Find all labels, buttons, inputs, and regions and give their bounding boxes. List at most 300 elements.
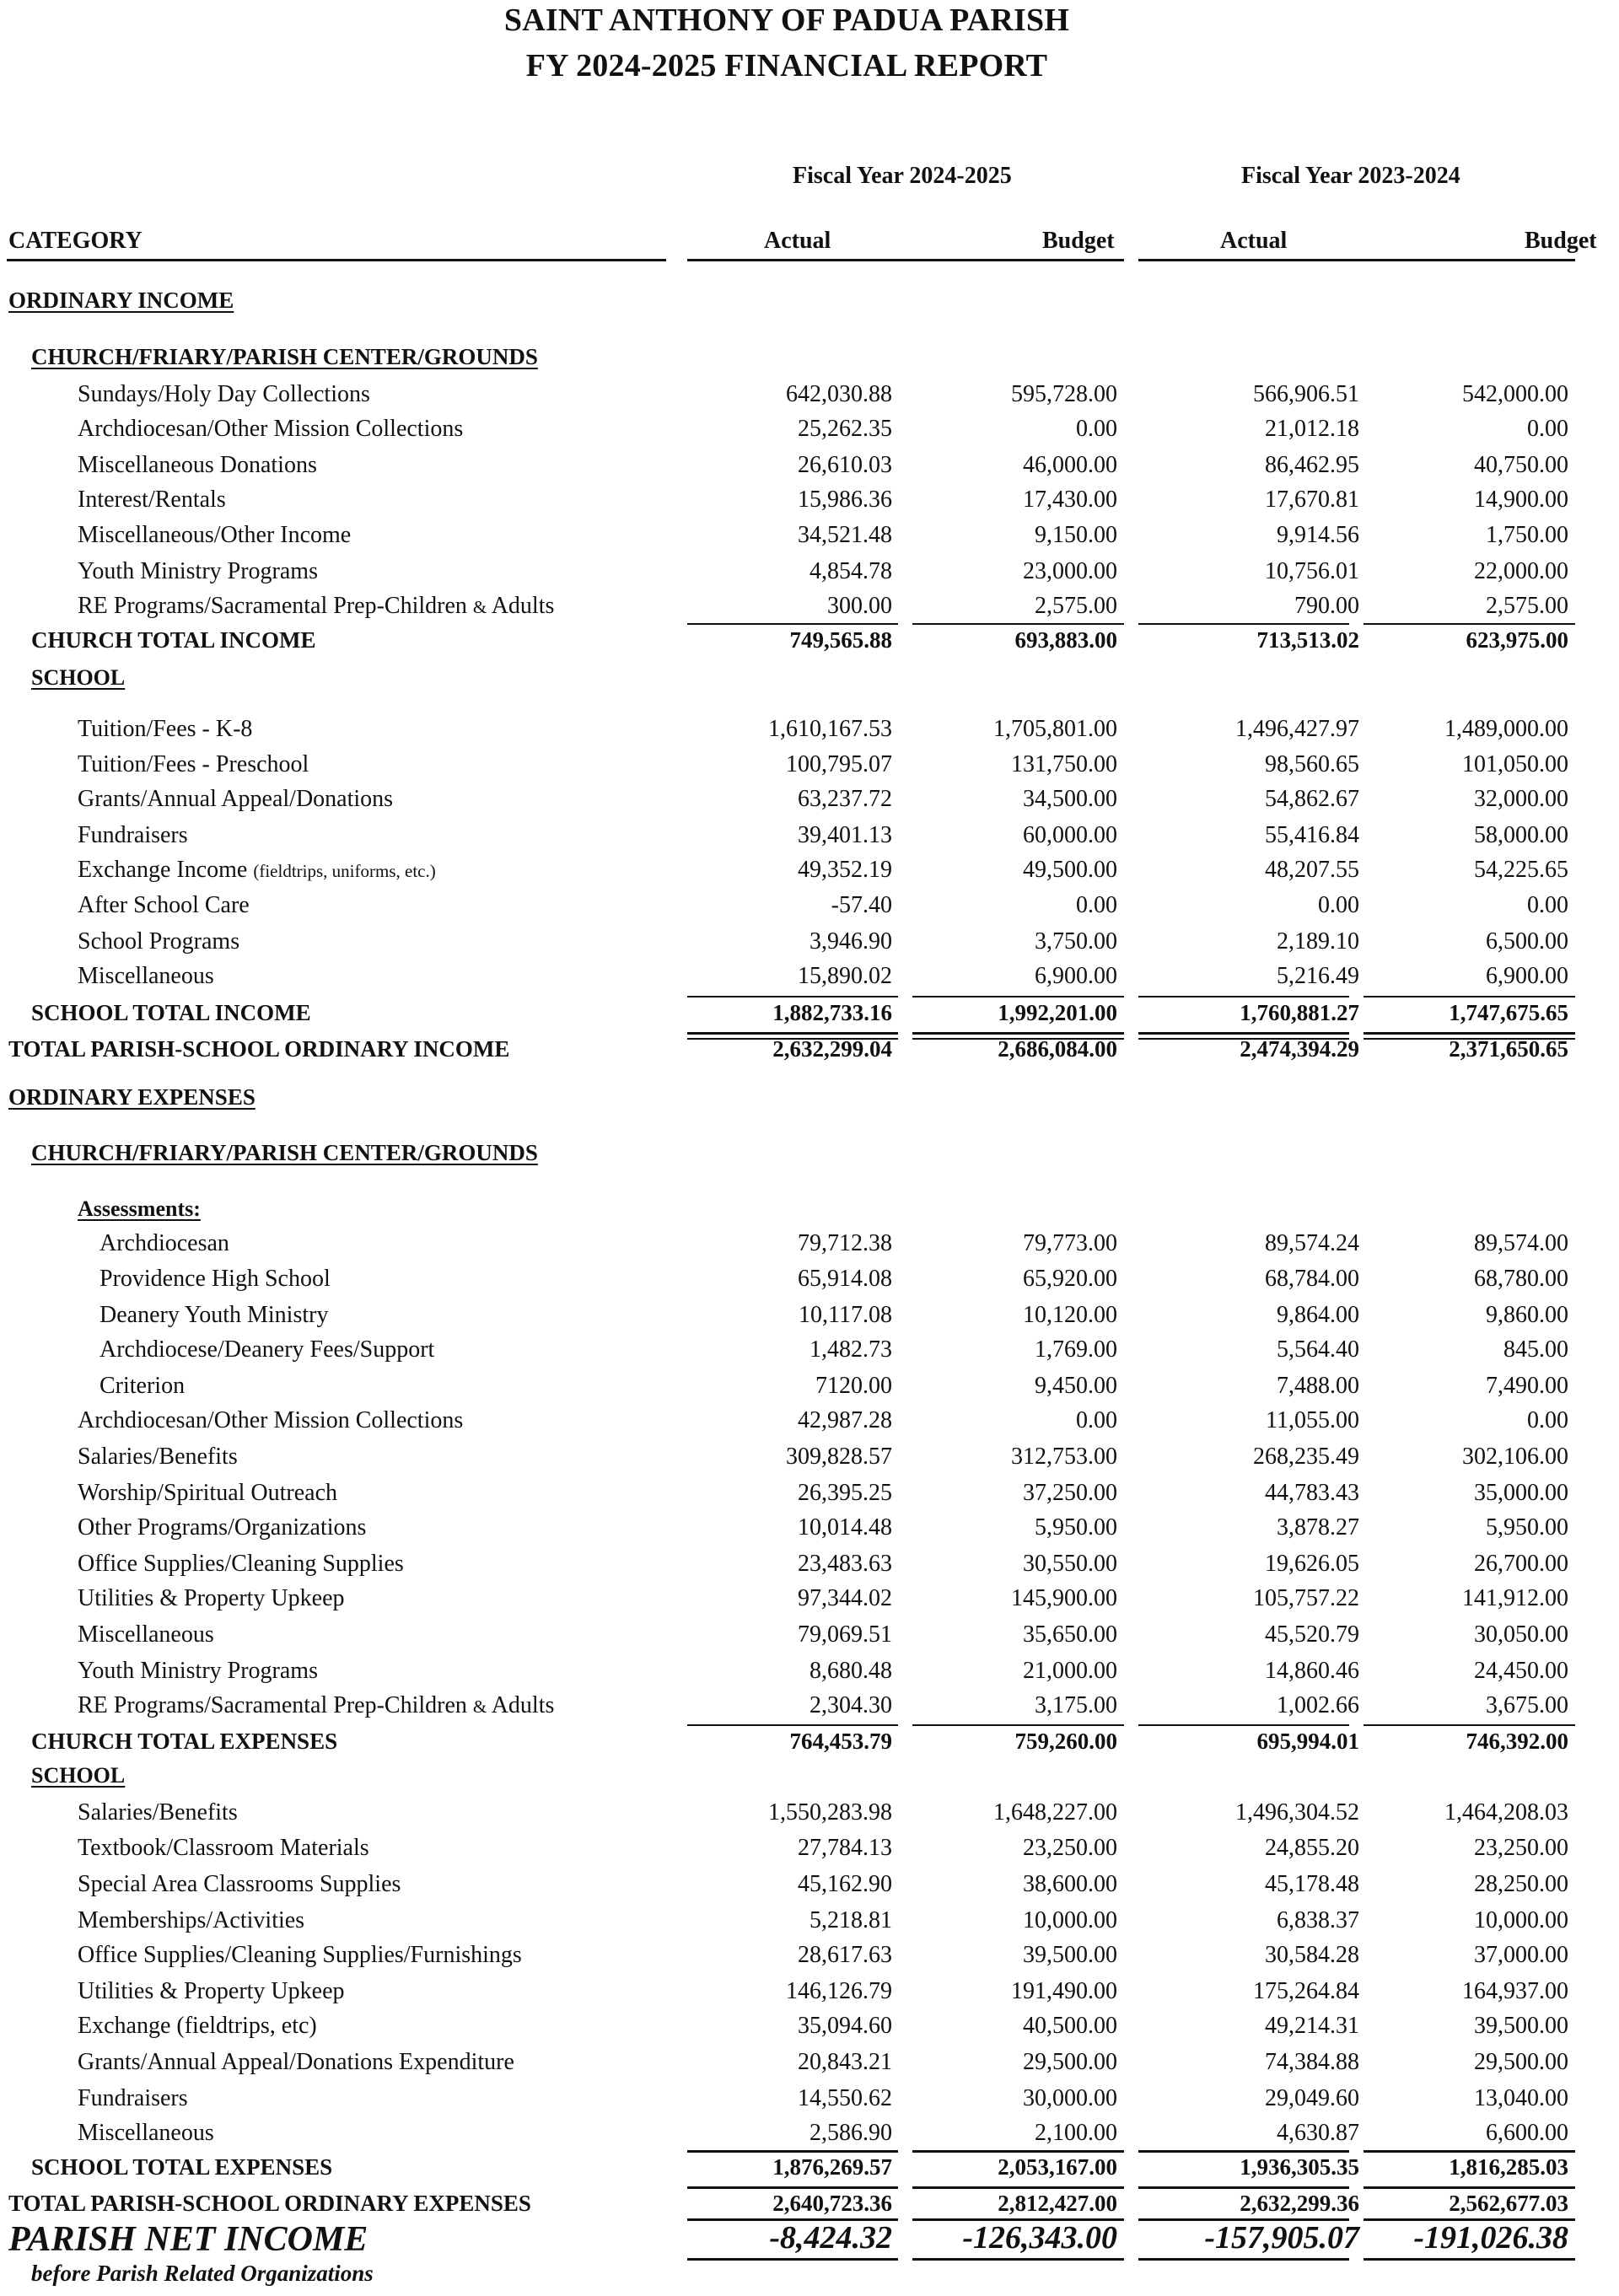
row-label-text: Fundraisers bbox=[78, 2085, 188, 2111]
total-rule-segment bbox=[1138, 996, 1349, 997]
row-label bbox=[31, 344, 538, 370]
budget-current-value: 2,053,167.00 bbox=[998, 2154, 1117, 2180]
budget-current-value: 39,500.00 bbox=[1023, 1942, 1117, 1968]
actual-prior-value: 24,855.20 bbox=[1265, 1835, 1359, 1861]
budget-prior-value: -191,026.38 bbox=[1413, 2220, 1568, 2256]
table-row bbox=[0, 1514, 1619, 1546]
actual-current-value: 10,117.08 bbox=[799, 1302, 892, 1328]
budget-prior-value: 30,050.00 bbox=[1474, 1621, 1568, 1648]
table-row bbox=[0, 1373, 1619, 1405]
budget-current-value: 17,430.00 bbox=[1023, 487, 1117, 513]
row-label-small-text: & bbox=[472, 597, 487, 617]
table-row bbox=[0, 1266, 1619, 1298]
row-label bbox=[78, 786, 393, 813]
actual-prior-value: 4,630.87 bbox=[1277, 2120, 1359, 2146]
budget-prior-value: 141,912.00 bbox=[1462, 1585, 1568, 1611]
table-row bbox=[0, 786, 1619, 818]
table-row bbox=[0, 1480, 1619, 1512]
total-rule-segment bbox=[687, 1724, 898, 1726]
budget-current-value: 693,883.00 bbox=[1014, 627, 1117, 653]
row-label-text: Exchange (fieldtrips, etc) bbox=[78, 2013, 317, 2039]
total-rule-segment bbox=[912, 623, 1124, 625]
actual-prior-value: 89,574.24 bbox=[1265, 1230, 1359, 1256]
table-row bbox=[0, 1871, 1619, 1903]
row-label bbox=[100, 1373, 185, 1400]
table-row bbox=[0, 593, 1619, 625]
table-row bbox=[0, 1585, 1619, 1617]
actual-prior-value: 695,994.01 bbox=[1256, 1729, 1359, 1754]
row-label bbox=[78, 1196, 201, 1222]
row-label-text: Deanery Youth Ministry bbox=[100, 1302, 329, 1328]
row-label bbox=[78, 1835, 369, 1862]
row-label bbox=[31, 2154, 332, 2180]
table-row bbox=[0, 1907, 1619, 1939]
table-row bbox=[0, 822, 1619, 854]
row-label bbox=[78, 716, 252, 743]
actual-prior-value: 5,564.40 bbox=[1277, 1336, 1359, 1363]
table-row bbox=[0, 522, 1619, 554]
row-label-text: ORDINARY INCOME bbox=[8, 288, 234, 313]
actual-current-value: 34,521.48 bbox=[798, 522, 892, 548]
actual-prior-value: 3,878.27 bbox=[1277, 1514, 1359, 1541]
row-label bbox=[8, 1084, 255, 1110]
row-label-text: Miscellaneous bbox=[78, 1621, 214, 1648]
note-row bbox=[0, 2261, 1619, 2293]
actual-current-value: 10,014.48 bbox=[798, 1514, 892, 1541]
actual-current-value: 27,784.13 bbox=[798, 1835, 892, 1861]
budget-current-value: 46,000.00 bbox=[1023, 452, 1117, 478]
row-label-text: RE Programs/Sacramental Prep-Children bbox=[78, 1692, 473, 1718]
head-row bbox=[0, 1084, 1619, 1116]
row-label bbox=[78, 2120, 214, 2147]
row-label bbox=[31, 1140, 538, 1166]
budget-prior-value: 1,750.00 bbox=[1486, 522, 1568, 548]
actual-current-value: 65,914.08 bbox=[798, 1266, 892, 1292]
row-label bbox=[78, 1551, 404, 1578]
row-label bbox=[8, 1036, 509, 1062]
row-label bbox=[31, 2261, 374, 2287]
actual-prior-value: 45,178.48 bbox=[1265, 1871, 1359, 1897]
budget-prior-value: 746,392.00 bbox=[1466, 1729, 1568, 1754]
total-rule-segment bbox=[1138, 2258, 1349, 2261]
row-label-text: TOTAL PARISH-SCHOOL ORDINARY INCOME bbox=[8, 1036, 510, 1062]
budget-prior-value: 542,000.00 bbox=[1462, 381, 1568, 407]
actual-prior-value: 5,216.49 bbox=[1277, 963, 1359, 989]
actual-prior-value: 48,207.55 bbox=[1265, 857, 1359, 883]
actual-current-value: 2,304.30 bbox=[810, 1692, 892, 1718]
budget-current-value: 312,753.00 bbox=[1011, 1444, 1117, 1470]
actual-current-value: 35,094.60 bbox=[798, 2013, 892, 2039]
row-label bbox=[78, 487, 226, 514]
actual-prior-value: 1,936,305.35 bbox=[1240, 2154, 1359, 2180]
budget-current-value: 29,500.00 bbox=[1023, 2049, 1117, 2075]
budget-prior-value: 2,562,677.03 bbox=[1449, 2191, 1568, 2216]
row-label-text: Miscellaneous bbox=[78, 963, 214, 989]
budget-current-value: 131,750.00 bbox=[1011, 751, 1117, 777]
actual-current-value: 49,352.19 bbox=[798, 857, 892, 883]
budget-prior-value: 0.00 bbox=[1527, 416, 1568, 442]
actual-prior-value: 1,002.66 bbox=[1277, 1692, 1359, 1718]
budget-current-value: 0.00 bbox=[1076, 1407, 1117, 1433]
total-rule-segment bbox=[1364, 2150, 1575, 2153]
actual-current-value: 1,550,283.98 bbox=[768, 1799, 892, 1826]
budget-prior-value: 2,575.00 bbox=[1486, 593, 1568, 619]
actual-current-value: -57.40 bbox=[831, 892, 892, 918]
actual-current-value: 79,712.38 bbox=[798, 1230, 892, 1256]
actual-current-value: 2,640,723.36 bbox=[772, 2191, 892, 2216]
actual-current-value: 8,680.48 bbox=[810, 1658, 892, 1684]
row-label-text: Office Supplies/Cleaning Supplies/Furnishings bbox=[78, 1942, 522, 1968]
row-label-text: RE Programs/Sacramental Prep-Children bbox=[78, 593, 473, 619]
actual-prior-value: 9,864.00 bbox=[1277, 1302, 1359, 1328]
actual-current-value: 26,395.25 bbox=[798, 1480, 892, 1506]
budget-current-value: 9,150.00 bbox=[1035, 522, 1117, 548]
actual-current-value: 749,565.88 bbox=[789, 627, 892, 653]
budget-prior-value: 6,500.00 bbox=[1486, 928, 1568, 954]
total-row bbox=[0, 2154, 1619, 2186]
total-rule-segment bbox=[687, 2258, 898, 2261]
table-row bbox=[0, 857, 1619, 889]
budget-current-value: 30,550.00 bbox=[1023, 1551, 1117, 1577]
actual-current-value: 2,586.90 bbox=[810, 2120, 892, 2146]
total-rule-segment bbox=[1138, 1724, 1349, 1726]
fiscal-year-current-header: Fiscal Year 2024-2025 bbox=[793, 163, 1012, 189]
row-label-text: Salaries/Benefits bbox=[78, 1799, 238, 1826]
budget-prior-value: 1,464,208.03 bbox=[1444, 1799, 1568, 1826]
row-label-text: ORDINARY EXPENSES bbox=[8, 1084, 255, 1110]
table-row bbox=[0, 1407, 1619, 1439]
row-label bbox=[31, 627, 316, 653]
actual-current-value: 28,617.63 bbox=[798, 1942, 892, 1968]
row-label-text: Exchange Income bbox=[78, 857, 254, 883]
row-label bbox=[8, 2191, 531, 2217]
budget-current-value: -126,343.00 bbox=[962, 2220, 1117, 2256]
total-row bbox=[0, 1729, 1619, 1761]
budget-prior-value: 7,490.00 bbox=[1486, 1373, 1568, 1399]
head-row bbox=[0, 344, 1619, 376]
actual-prior-value: 2,474,394.29 bbox=[1240, 1036, 1359, 1062]
budget-current-value: 145,900.00 bbox=[1011, 1585, 1117, 1611]
row-label bbox=[31, 1763, 125, 1788]
total-rule-segment bbox=[1138, 2218, 1349, 2221]
actual-current-value: 3,946.90 bbox=[810, 928, 892, 954]
budget-current-value: 191,490.00 bbox=[1011, 1978, 1117, 2004]
table-row bbox=[0, 1551, 1619, 1583]
subhead-row bbox=[0, 665, 1619, 697]
budget-current-value: 2,812,427.00 bbox=[998, 2191, 1117, 2216]
row-label-text: School Programs bbox=[78, 928, 240, 954]
total-rule-segment bbox=[1364, 2218, 1575, 2221]
table-row bbox=[0, 487, 1619, 519]
total-rule-segment bbox=[687, 2186, 898, 2189]
actual-current-value: 2,632,299.04 bbox=[772, 1036, 892, 1062]
budget-prior-value: 58,000.00 bbox=[1474, 822, 1568, 848]
budget-current-value: 10,120.00 bbox=[1023, 1302, 1117, 1328]
total-row bbox=[0, 1000, 1619, 1032]
budget-current-value: 34,500.00 bbox=[1023, 786, 1117, 812]
budget-current-value: 759,260.00 bbox=[1014, 1729, 1117, 1754]
actual-current-value: 39,401.13 bbox=[798, 822, 892, 848]
actual-current-value: 23,483.63 bbox=[798, 1551, 892, 1577]
actual-current-value: 5,218.81 bbox=[810, 1907, 892, 1933]
actual-prior-value: 2,632,299.36 bbox=[1240, 2191, 1359, 2216]
budget-current-value: 23,250.00 bbox=[1023, 1835, 1117, 1861]
budget-current-value: 35,650.00 bbox=[1023, 1621, 1117, 1648]
actual-prior-value: 9,914.56 bbox=[1277, 522, 1359, 548]
row-label-text: CHURCH/FRIARY/PARISH CENTER/GROUNDS bbox=[31, 344, 538, 369]
actual-prior-value: 14,860.46 bbox=[1265, 1658, 1359, 1684]
total-rule-segment bbox=[687, 996, 898, 997]
total-rule-segment bbox=[1138, 2150, 1349, 2153]
table-row bbox=[0, 751, 1619, 783]
table-row bbox=[0, 928, 1619, 960]
budget-current-value: 37,250.00 bbox=[1023, 1480, 1117, 1506]
total-rule-segment bbox=[912, 1724, 1124, 1726]
total-rule-segment bbox=[1364, 2258, 1575, 2261]
row-label-text: Special Area Classrooms Supplies bbox=[78, 1871, 401, 1897]
table-row bbox=[0, 1799, 1619, 1831]
row-label-text: Youth Ministry Programs bbox=[78, 558, 318, 584]
actual-prior-column-header: Actual bbox=[1220, 228, 1288, 254]
budget-current-value: 1,992,201.00 bbox=[998, 1000, 1117, 1025]
total-rule-segment bbox=[687, 1032, 898, 1035]
row-label-text: Assessments: bbox=[78, 1196, 201, 1221]
budget-current-value: 40,500.00 bbox=[1023, 2013, 1117, 2039]
total-row bbox=[0, 1036, 1619, 1068]
table-row bbox=[0, 2120, 1619, 2152]
total-rule-segment bbox=[912, 2186, 1124, 2189]
budget-prior-value: 0.00 bbox=[1527, 892, 1568, 918]
row-label-text: CHURCH/FRIARY/PARISH CENTER/GROUNDS bbox=[31, 1140, 538, 1165]
budget-current-value: 0.00 bbox=[1076, 892, 1117, 918]
budget-prior-value: 13,040.00 bbox=[1474, 2085, 1568, 2111]
actual-current-value: 14,550.62 bbox=[798, 2085, 892, 2111]
row-label-text: Archdiocesan/Other Mission Collections bbox=[78, 416, 464, 442]
head-row bbox=[0, 1140, 1619, 1172]
row-label bbox=[100, 1302, 328, 1329]
budget-current-value: 2,100.00 bbox=[1035, 2120, 1117, 2146]
budget-current-value: 2,686,084.00 bbox=[998, 1036, 1117, 1062]
total-rule-segment bbox=[1364, 1038, 1575, 1040]
row-label-text: Providence High School bbox=[100, 1266, 331, 1292]
row-label bbox=[78, 2049, 514, 2076]
total-rule-segment bbox=[687, 623, 898, 625]
subhead-row bbox=[0, 1763, 1619, 1795]
budget-prior-value: 68,780.00 bbox=[1474, 1266, 1568, 1292]
actual-current-value: 42,987.28 bbox=[798, 1407, 892, 1433]
budget-prior-value: 6,600.00 bbox=[1486, 2120, 1568, 2146]
row-label bbox=[78, 2085, 188, 2112]
row-label bbox=[78, 593, 554, 620]
actual-prior-value: 1,496,304.52 bbox=[1235, 1799, 1359, 1826]
actual-prior-value: 268,235.49 bbox=[1253, 1444, 1359, 1470]
budget-prior-value: 623,975.00 bbox=[1466, 627, 1568, 653]
row-label-text: Archdiocesan/Other Mission Collections bbox=[78, 1407, 464, 1433]
total-rule-segment bbox=[687, 2218, 898, 2221]
actual-current-value: 7120.00 bbox=[815, 1373, 892, 1399]
table-row bbox=[0, 452, 1619, 484]
report-title: SAINT ANTHONY OF PADUA PARISH bbox=[503, 3, 1070, 38]
budget-prior-value: 39,500.00 bbox=[1474, 2013, 1568, 2039]
row-label-text: before Parish Related Organizations bbox=[31, 2261, 374, 2286]
row-label-text: Tuition/Fees - K-8 bbox=[78, 716, 253, 742]
row-label-tail-text: Adults bbox=[487, 593, 555, 619]
row-label-text: Criterion bbox=[100, 1373, 186, 1399]
budget-current-value: 2,575.00 bbox=[1035, 593, 1117, 619]
actual-current-value: 26,610.03 bbox=[798, 452, 892, 478]
actual-prior-value: 790.00 bbox=[1294, 593, 1359, 619]
budget-prior-value: 101,050.00 bbox=[1462, 751, 1568, 777]
budget-current-value: 21,000.00 bbox=[1023, 1658, 1117, 1684]
table-row bbox=[0, 892, 1619, 924]
row-label-text: Utilities & Property Upkeep bbox=[78, 1978, 345, 2004]
row-label-text: SCHOOL TOTAL EXPENSES bbox=[31, 2154, 333, 2180]
budget-prior-value: 23,250.00 bbox=[1474, 1835, 1568, 1861]
row-label-text: Office Supplies/Cleaning Supplies bbox=[78, 1551, 404, 1577]
budget-prior-value: 1,816,285.03 bbox=[1449, 2154, 1568, 2180]
actual-prior-value: 29,049.60 bbox=[1265, 2085, 1359, 2111]
table-row bbox=[0, 1978, 1619, 2010]
total-rule-segment bbox=[1138, 1032, 1349, 1035]
actual-prior-value: 566,906.51 bbox=[1253, 381, 1359, 407]
budget-prior-value: 10,000.00 bbox=[1474, 1907, 1568, 1933]
actual-prior-value: -157,905.07 bbox=[1204, 2220, 1359, 2256]
actual-prior-value: 105,757.22 bbox=[1253, 1585, 1359, 1611]
row-label bbox=[78, 1621, 214, 1648]
actual-prior-value: 0.00 bbox=[1318, 892, 1359, 918]
actual-prior-value: 175,264.84 bbox=[1253, 1978, 1359, 2004]
total-rule-segment bbox=[912, 1032, 1124, 1035]
actual-current-value: 15,890.02 bbox=[798, 963, 892, 989]
table-row bbox=[0, 1302, 1619, 1334]
budget-current-value: 79,773.00 bbox=[1023, 1230, 1117, 1256]
budget-prior-value: 24,450.00 bbox=[1474, 1658, 1568, 1684]
row-label-text: Worship/Spiritual Outreach bbox=[78, 1480, 338, 1506]
actual-prior-value: 45,520.79 bbox=[1265, 1621, 1359, 1648]
row-label-tail-text: Adults bbox=[487, 1692, 555, 1718]
actual-prior-value: 2,189.10 bbox=[1277, 928, 1359, 954]
actual-prior-value: 68,784.00 bbox=[1265, 1266, 1359, 1292]
actual-current-value: 100,795.07 bbox=[786, 751, 892, 777]
actual-prior-value: 98,560.65 bbox=[1265, 751, 1359, 777]
budget-prior-value: 0.00 bbox=[1527, 1407, 1568, 1433]
actual-prior-value: 7,488.00 bbox=[1277, 1373, 1359, 1399]
row-label bbox=[78, 452, 317, 479]
table-row bbox=[0, 416, 1619, 448]
row-label-text: PARISH NET INCOME bbox=[8, 2220, 368, 2259]
row-label-text: Youth Ministry Programs bbox=[78, 1658, 318, 1684]
budget-prior-value: 37,000.00 bbox=[1474, 1942, 1568, 1968]
actual-current-value: 25,262.35 bbox=[798, 416, 892, 442]
row-label bbox=[100, 1266, 331, 1293]
total-rule-segment bbox=[912, 2258, 1124, 2261]
category-header-rule bbox=[7, 259, 666, 261]
total-row bbox=[0, 627, 1619, 659]
budget-prior-value: 14,900.00 bbox=[1474, 487, 1568, 513]
row-label bbox=[78, 1799, 238, 1826]
fiscal-year-prior-header: Fiscal Year 2023-2024 bbox=[1241, 163, 1460, 189]
budget-current-value: 6,900.00 bbox=[1035, 963, 1117, 989]
row-label-text: CHURCH TOTAL INCOME bbox=[31, 627, 316, 653]
actual-current-value: 63,237.72 bbox=[798, 786, 892, 812]
table-row bbox=[0, 1230, 1619, 1262]
row-label-text: Fundraisers bbox=[78, 822, 188, 848]
budget-current-value: 1,648,227.00 bbox=[993, 1799, 1117, 1826]
table-row bbox=[0, 716, 1619, 748]
budget-current-value: 65,920.00 bbox=[1023, 1266, 1117, 1292]
actual-current-value: 15,986.36 bbox=[798, 487, 892, 513]
budget-prior-value: 6,900.00 bbox=[1486, 963, 1568, 989]
row-label-text: Miscellaneous bbox=[78, 2120, 214, 2146]
budget-current-value: 49,500.00 bbox=[1023, 857, 1117, 883]
actual-prior-value: 11,055.00 bbox=[1266, 1407, 1359, 1433]
table-row bbox=[0, 2049, 1619, 2081]
budget-prior-value: 29,500.00 bbox=[1474, 2049, 1568, 2075]
total-rule-segment bbox=[1364, 996, 1575, 997]
total-rule-segment bbox=[912, 2150, 1124, 2153]
row-label bbox=[78, 558, 318, 585]
table-row bbox=[0, 1658, 1619, 1690]
budget-prior-value: 3,675.00 bbox=[1486, 1692, 1568, 1718]
row-label-text: Grants/Annual Appeal/Donations Expenditure bbox=[78, 2049, 514, 2075]
actual-prior-value: 86,462.95 bbox=[1265, 452, 1359, 478]
row-label-text: Utilities & Property Upkeep bbox=[78, 1585, 345, 1611]
table-row bbox=[0, 2013, 1619, 2045]
total-rule-segment bbox=[912, 2218, 1124, 2221]
actual-prior-value: 55,416.84 bbox=[1265, 822, 1359, 848]
budget-current-value: 3,750.00 bbox=[1035, 928, 1117, 954]
row-label bbox=[31, 665, 125, 691]
row-label-small-text: & bbox=[472, 1696, 487, 1717]
budget-prior-value: 1,489,000.00 bbox=[1444, 716, 1568, 742]
category-column-header: CATEGORY bbox=[8, 228, 143, 254]
report-subtitle: FY 2024-2025 FINANCIAL REPORT bbox=[525, 48, 1048, 83]
budget-current-value: 1,705,801.00 bbox=[993, 716, 1117, 742]
row-label bbox=[78, 892, 250, 919]
head-row bbox=[0, 288, 1619, 320]
row-label bbox=[78, 2013, 317, 2040]
actual-prior-value: 19,626.05 bbox=[1265, 1551, 1359, 1577]
row-label bbox=[78, 1480, 337, 1507]
row-label bbox=[78, 1407, 463, 1434]
row-label bbox=[78, 1907, 304, 1934]
row-label-text: Other Programs/Organizations bbox=[78, 1514, 367, 1541]
row-label bbox=[78, 381, 370, 408]
budget-prior-column-header: Budget bbox=[1525, 228, 1597, 254]
table-row bbox=[0, 1444, 1619, 1476]
total-rule-segment bbox=[1364, 1032, 1575, 1035]
table-row bbox=[0, 558, 1619, 590]
budget-prior-value: 164,937.00 bbox=[1462, 1978, 1568, 2004]
total-rule-segment bbox=[1138, 623, 1349, 625]
row-label-text: Miscellaneous Donations bbox=[78, 452, 317, 478]
row-label bbox=[78, 1978, 345, 2005]
budget-prior-value: 302,106.00 bbox=[1462, 1444, 1568, 1470]
total-rule-segment bbox=[1364, 2186, 1575, 2189]
row-label-text: CHURCH TOTAL EXPENSES bbox=[31, 1729, 338, 1754]
table-row bbox=[0, 1835, 1619, 1867]
budget-current-value: 0.00 bbox=[1076, 416, 1117, 442]
row-label bbox=[8, 2219, 368, 2260]
actual-prior-value: 6,838.37 bbox=[1277, 1907, 1359, 1933]
actual-current-value: 45,162.90 bbox=[798, 1871, 892, 1897]
row-label bbox=[78, 1585, 345, 1612]
budget-prior-value: 22,000.00 bbox=[1474, 558, 1568, 584]
budget-prior-value: 32,000.00 bbox=[1474, 786, 1568, 812]
budget-current-value: 5,950.00 bbox=[1035, 1514, 1117, 1541]
actual-prior-value: 54,862.67 bbox=[1265, 786, 1359, 812]
total-rule-segment bbox=[1138, 2186, 1349, 2189]
